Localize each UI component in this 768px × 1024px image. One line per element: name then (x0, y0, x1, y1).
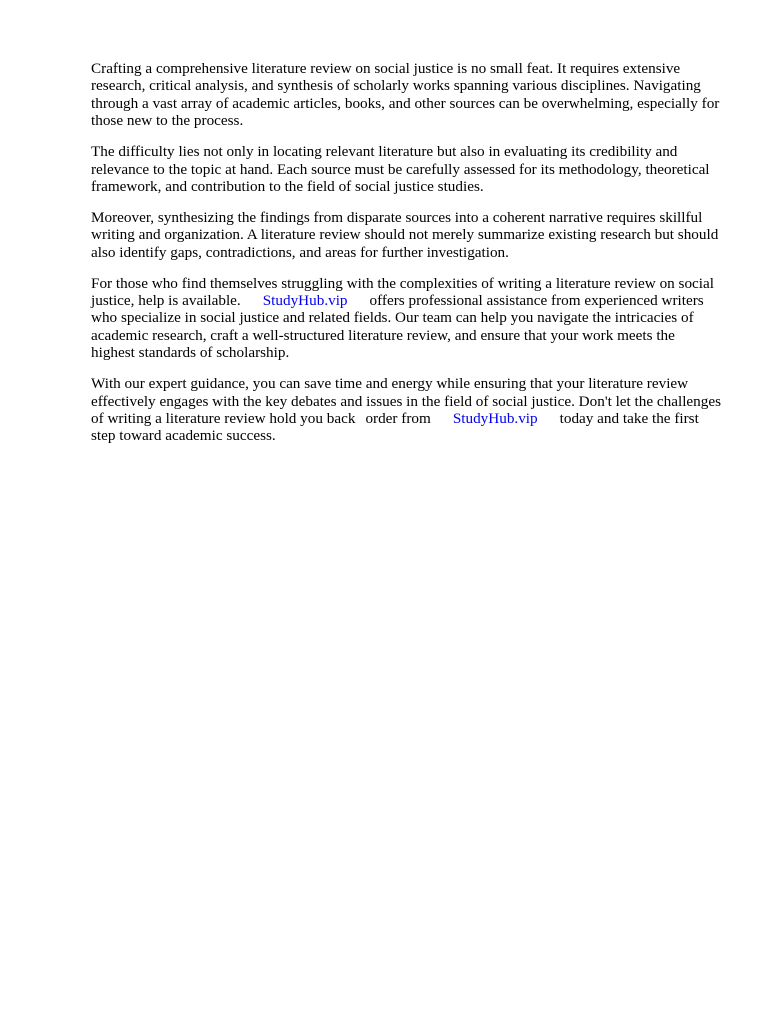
paragraph-cta-text-before: With our expert guidance, you can save time and energy while ensuring that your literature review effectively engages with the key debates and issues in the field of social justice. Don't let the challenges of writing a literature review hold you back (91, 375, 722, 427)
paragraph-cta-text-after: today and take the first step toward academic success. (91, 409, 699, 445)
paragraph-help-text-after: offers professional assistance from experienced writers who specialize in social justice and related fields. Our team can help you navigate the intricacies of academic research, craft a well-structured literature review, and ensure that your work meets the highest standards of scholarship. (91, 291, 704, 362)
studyhub-link[interactable]: StudyHub.vip (262, 291, 348, 309)
paragraph-help-text-before: For those who find themselves struggling with the complexities of writing a literature review on social justice, help is available. (91, 274, 714, 309)
paragraph-intro: Crafting a comprehensive literature review on social justice is no small feat. It requires extensive research, critical analysis, and synthesis of scholarly works spanning various disciplines. Navigating through a vast array of academic articles, books, and other sources can be overwhelming, especially for those new to the process. (91, 60, 720, 130)
paragraph-synthesis: Moreover, synthesizing the findings from disparate sources into a coherent narrative requires skillful writing and organization. A literature review should not merely summarize existing research but should also identify gaps, contradictions, and areas for further investigation. (91, 208, 719, 261)
paragraph-difficulty: The difficulty lies not only in locating relevant literature but also in evaluating its credibility and relevance to the topic at hand. Each source must be carefully assessed for its methodology, theoretical framework, and contribution to the field of social justice studies. (91, 143, 710, 195)
paragraph-help (91, 275, 721, 362)
studyhub-link-order[interactable]: StudyHub.vip (452, 409, 538, 427)
paragraph-cta-order-from: order from (365, 409, 431, 427)
paragraph-call-to-action (91, 375, 721, 445)
document-body (91, 60, 721, 458)
